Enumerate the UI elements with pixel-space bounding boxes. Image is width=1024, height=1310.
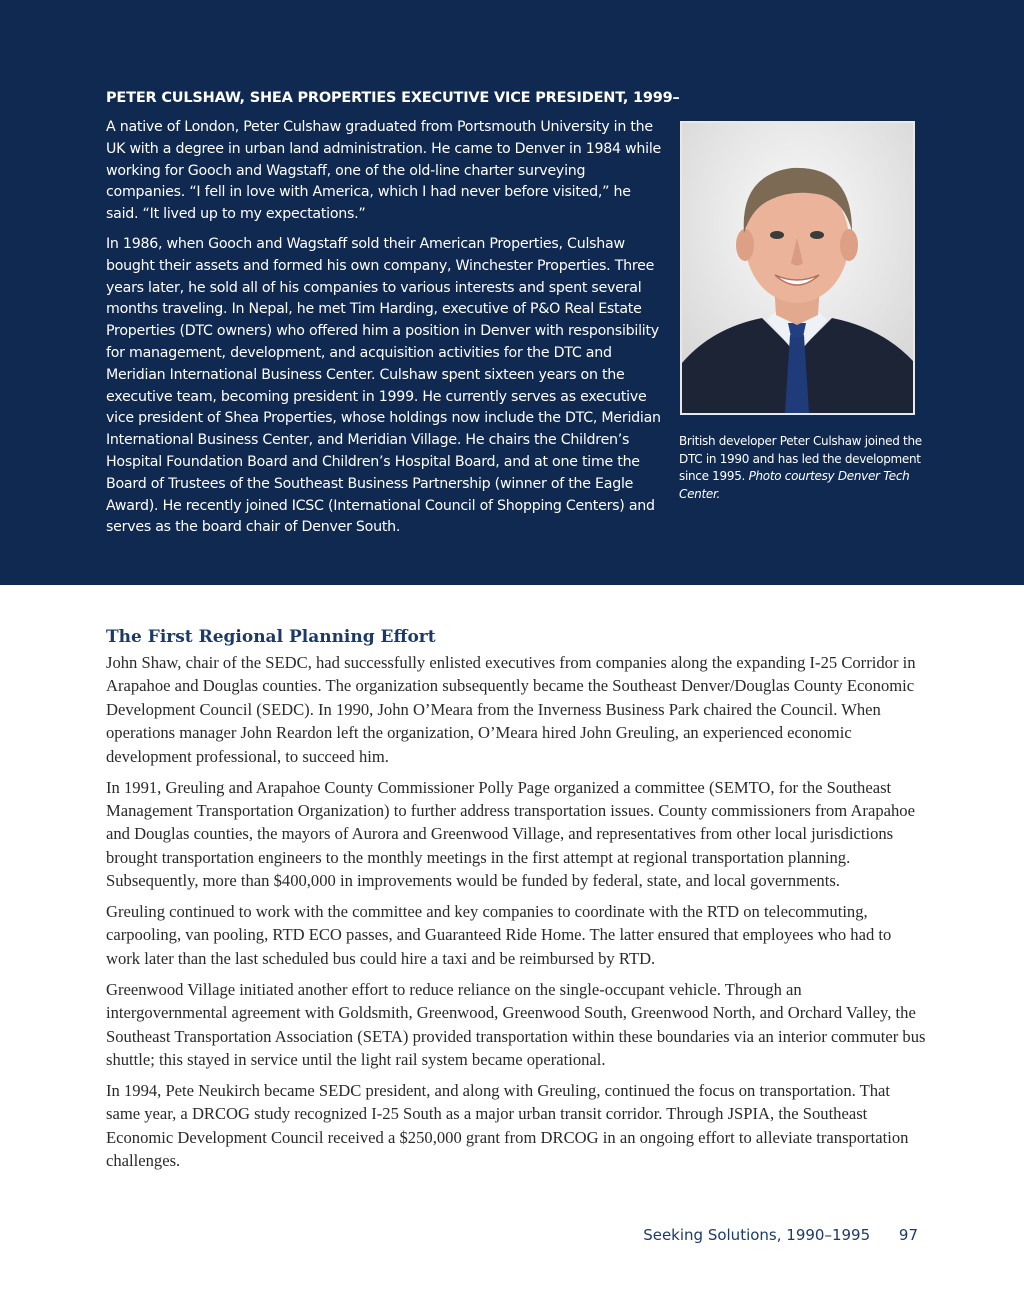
page-footer	[643, 1226, 918, 1244]
section-title: The First Regional Planning Effort	[106, 627, 436, 647]
body-paragraph: John Shaw, chair of the SEDC, had successfully enlisted executives from companies along the expanding I-25 Corridor in Arapahoe and Douglas counties. The organization subsequently became the Southeast Denver/Douglas County Economic Development Council (SEDC). In 1990, John O’Meara from the Inverness Business Park chaired the Council. When operations manager John Reardon left the organization, O’Meara hired John Greuling, an experienced economic development professional, to succeed him.	[106, 653, 916, 766]
sidebar-heading: PETER CULSHAW, SHEA PROPERTIES EXECUTIVE VICE PRESIDENT, 1999–	[106, 90, 680, 106]
caption-credit: Photo courtesy Denver Tech Center.	[679, 469, 910, 501]
body-paragraph: In 1991, Greuling and Arapahoe County Commissioner Polly Page organized a committee (SEMTO, for the Southeast Management Transportation Organization) to further address transportation issues. County commissioners from Arapahoe and Douglas counties, the mayors of Aurora and Greenwood Village, and representatives from other local jurisdictions brought transportation engineers to the monthly meetings in the first attempt at regional transportation planning. Subsequently, more than $400,000 in improvements would be funded by federal, state, and local governments.	[106, 777, 915, 891]
portrait-illustration	[682, 123, 913, 413]
portrait-photo	[680, 121, 915, 415]
caption-text: British developer Peter Culshaw joined the DTC in 1990 and has led the development since 1995.	[679, 434, 922, 483]
section-body	[106, 651, 926, 1180]
sidebar-paragraph: A native of London, Peter Culshaw graduated from Portsmouth University in the UK with a degree in urban land administration. He came to Denver in 1984 while working for Gooch and Wagstaff, one of the old-line charter surveying companies. “I fell in love with America, which I had never before visited,” he said. “It lived up to my expectations.”	[106, 119, 662, 223]
sidebar-paragraph: In 1986, when Gooch and Wagstaff sold their American Properties, Culshaw bought their assets and formed his own company, Winchester Properties. Three years later, he sold all of his companies to various interests and spent several months traveling. In Nepal, he met Tim Harding, executive of P&O Real Estate Properties (DTC owners) who offered him a position in Denver with responsibility for management, development, and acquisition activities for the DTC and Meridian International Business Center. Culshaw spent sixteen years on the executive team, becoming president in 1999. He currently serves as executive vice president of Shea Properties, whose holdings now include the DTC, Meridian International Business Center, and Meridian Village. He chairs the Children’s Hospital Foundation Board and Children’s Hospital Board, and at one time the Board of Trustees of the Southeast Business Partnership (winner of the Eagle Award). He recently joined ICSC (International Council of Shopping Centers) and serves as the board chair of Denver South.	[106, 235, 661, 536]
sidebar-text	[106, 117, 664, 547]
body-paragraph: Greuling continued to work with the committee and key companies to coordinate with the RTD on telecommuting, carpooling, van pooling, RTD ECO passes, and Guaranteed Ride Home. The latter ensured that employees who had to work later than the last scheduled bus could hire a taxi and be reimbursed by RTD.	[106, 902, 892, 968]
body-paragraph: Greenwood Village initiated another effort to reduce reliance on the single-occupant vehicle. Through an intergovernmental agreement with Goldsmith, Greenwood, Greenwood South, Greenwood North, and Orchard Valley, the Southeast Transportation Association (SETA) provided transportation within these boundaries via an interior commuter bus shuttle; this stayed in service until the light rail system became operational.	[106, 979, 926, 1069]
photo-caption	[679, 433, 927, 503]
body-paragraph: In 1994, Pete Neukirch became SEDC president, and along with Greuling, continued the focus on transportation. That same year, a DRCOG study recognized I-25 South as a major urban transit corridor. Through JSPIA, the Southeast Economic Development Council received a $250,000 grant from DRCOG in an ongoing effort to alleviate transportation challenges.	[106, 1080, 909, 1171]
running-title: Seeking Solutions, 1990–1995	[643, 1226, 871, 1244]
biography-sidebar	[0, 0, 1024, 585]
page-number: 97	[898, 1226, 918, 1244]
